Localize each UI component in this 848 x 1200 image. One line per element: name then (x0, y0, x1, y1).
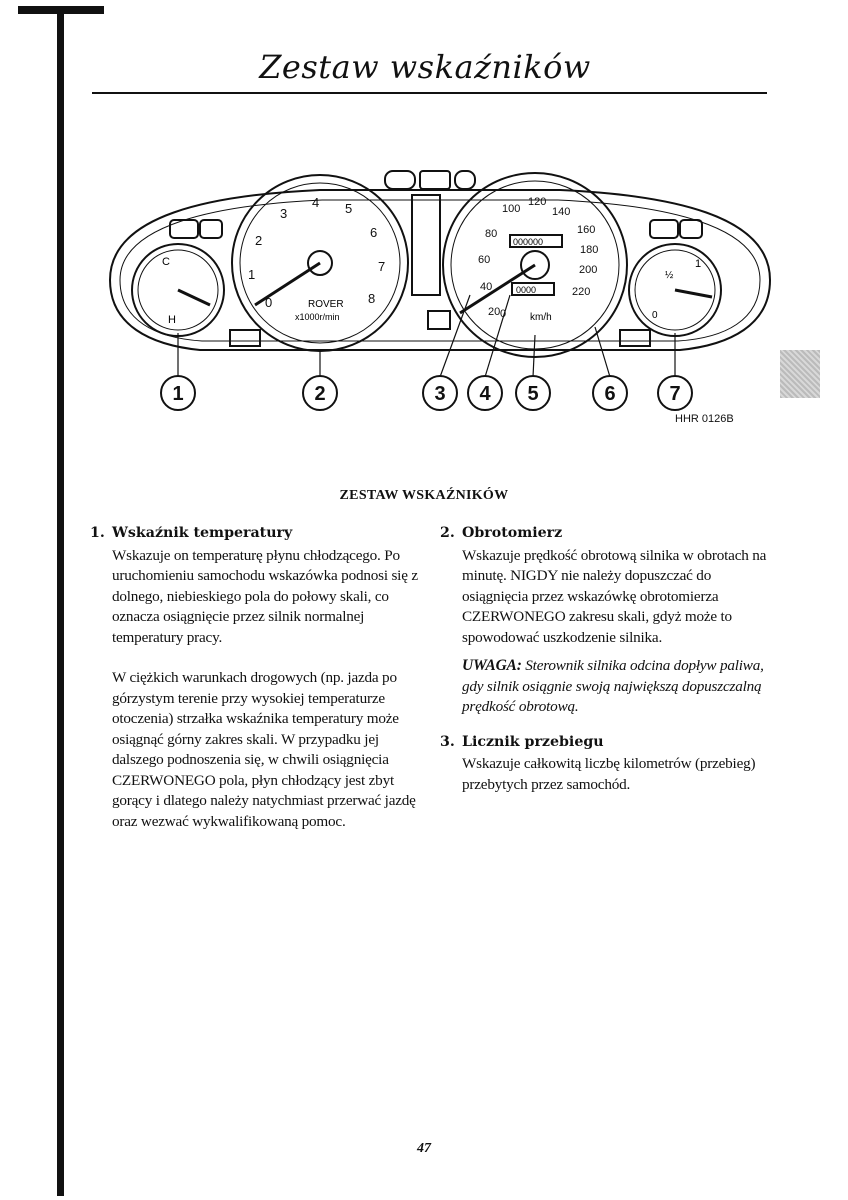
callout-5: 5 (527, 383, 539, 405)
item-heading (440, 732, 780, 753)
trip-digits: 0000 (516, 285, 537, 295)
title-rule (92, 92, 767, 94)
fuel-label-half: ½ (665, 270, 674, 281)
fuel-label-full: 1 (695, 258, 702, 270)
tacho-tick: 1 (248, 267, 256, 282)
temp-label-hot: H (168, 314, 176, 326)
note-label: UWAGA: (462, 657, 522, 674)
speed-tick: 0 (500, 308, 507, 320)
callout-3: 3 (434, 383, 446, 405)
tacho-tick: 2 (255, 233, 263, 248)
speed-tick: 220 (572, 286, 591, 298)
callout-4: 4 (479, 383, 491, 405)
section-heading: ZESTAW WSKAŹNIKÓW (339, 488, 509, 503)
item-number: 3. (440, 733, 455, 750)
item-number: 2. (440, 525, 455, 541)
page-number: 47 (417, 1141, 431, 1156)
callout-1: 1 (172, 383, 184, 405)
item-heading (90, 523, 420, 544)
tacho-unit: x1000r/min (295, 312, 340, 322)
item-title: Licznik przebiegu (462, 733, 604, 750)
tacho-tick: 6 (370, 225, 378, 240)
speed-tick: 100 (502, 203, 521, 215)
item-title: Obrotomierz (462, 525, 563, 541)
temp-label-cold: C (162, 256, 170, 268)
speed-tick: 120 (528, 196, 547, 208)
speed-tick: 140 (552, 206, 571, 218)
speed-tick: 200 (579, 264, 598, 276)
right-column (440, 523, 780, 795)
tacho-tick: 3 (280, 206, 288, 221)
speed-tick: 60 (478, 254, 491, 266)
tacho-brand: ROVER (308, 299, 344, 310)
instrument-cluster-figure (90, 155, 790, 435)
fuel-label-empty: 0 (652, 310, 658, 321)
speed-tick: 160 (577, 224, 596, 236)
item-heading (440, 523, 780, 544)
item-paragraph: Wskazuje prędkość obrotową silnika w obrotach na minutę. NIGDY nie należy dopuszczać do osiągnięcia przez wskazówkę obrotomierza CZERWONEGO zakresu skali, gdyż może to spowodować uszkodzenie silnika. (462, 546, 767, 646)
page-title: Zestaw wskaźników (259, 48, 591, 86)
page-trim-bar (57, 6, 64, 1196)
callout-2: 2 (314, 383, 326, 405)
speed-tick: 80 (485, 228, 498, 240)
tacho-tick: 5 (345, 201, 353, 216)
figure-code: HHR 0126B (675, 413, 734, 425)
item-title: Wskaźnik temperatury (112, 525, 293, 541)
note-text: Sterownik silnika odcina dopływ paliwa, gdy silnik osiągnie swoją największą dopuszczalną prędkość obrotową. (462, 657, 764, 715)
tacho-tick: 8 (368, 291, 376, 306)
tacho-tick: 4 (312, 195, 320, 210)
speed-unit: km/h (530, 312, 552, 323)
left-column (90, 523, 420, 832)
callout-6: 6 (604, 383, 616, 405)
tacho-tick: 0 (265, 295, 273, 310)
callout-7: 7 (669, 383, 681, 405)
odometer-digits: 000000 (513, 237, 544, 247)
item-paragraph: Wskazuje on temperaturę płynu chłodzącego. Po uruchomieniu samochodu wskazówka podnosi się z dolnego, niebieskiego pola do połowy skali, co oznacza osiągnięcie przez silnik normalnej temperatury pracy. (112, 546, 418, 646)
speed-tick: 180 (580, 244, 599, 256)
item-paragraph: W ciężkich warunkach drogowych (np. jazda po górzystym terenie przy wysokiej temperaturze otoczenia) strzałka wskaźnika temperatury może osiągnąć górny zakres skali. W przypadku jej dalszego podnoszenia się, w chwili osiągnięcia CZERWONEGO pola, płyn chłodzący jest zbyt gorący i dlatego należy natychmiast przerwać jazdę oraz wezwać wykwalifikowaną pomoc. (112, 669, 416, 830)
speed-tick: 20 (488, 306, 501, 318)
tacho-tick: 7 (378, 259, 386, 274)
item-paragraph: Wskazuje całkowitą liczbę kilometrów (przebieg) przebytych przez samochód. (462, 755, 756, 793)
item-number: 1. (90, 525, 105, 541)
note-paragraph (462, 656, 780, 718)
speed-tick: 40 (480, 281, 493, 293)
